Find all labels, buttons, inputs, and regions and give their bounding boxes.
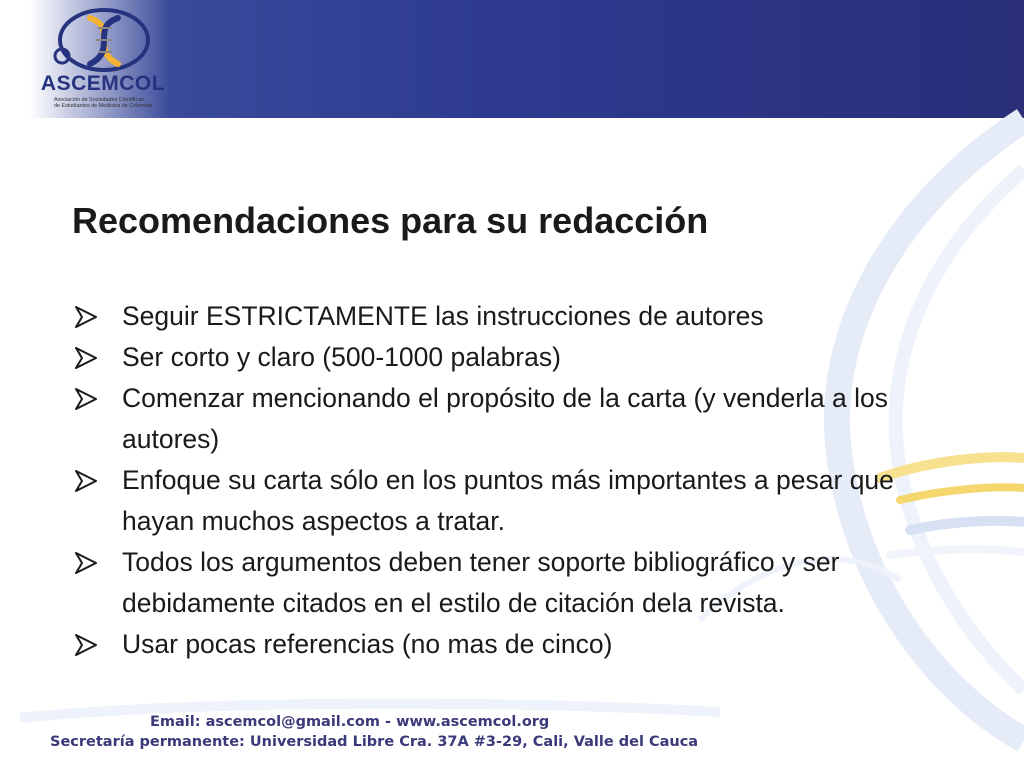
footer [0,708,1024,768]
logo-subtitle-line1: Asociación de Sociedades Científicas [54,97,144,103]
list-item [72,337,972,378]
arrow-bullet-icon [74,542,100,583]
bullet-list [72,296,972,665]
list-item [72,542,972,624]
bullet-text: Seguir ESTRICTAMENTE las instrucciones de autores [122,301,764,331]
list-item [72,624,972,665]
logo-subtitle-line2: de Estudiantes de Medicina de Colombia [54,103,152,110]
list-item [72,296,972,337]
bullet-text: Enfoque su carta sólo en los puntos más importantes a pesar que hayan muchos aspectos a tratar. [122,465,894,536]
arrow-bullet-icon [74,460,100,501]
bullet-text: Todos los argumentos deben tener soporte bibliográfico y ser debidamente citados en el estilo de citación dela revista. [122,547,840,618]
slide-title: Recomendaciones para su redacción [72,200,709,241]
arrow-bullet-icon [74,337,100,378]
arrow-bullet-icon [74,296,100,337]
arrow-bullet-icon [74,378,100,419]
bullet-text: Ser corto y claro (500-1000 palabras) [122,342,561,372]
bullet-text: Comenzar mencionando el propósito de la carta (y venderla a los autores) [122,383,888,454]
footer-contact: Email: ascemcol@gmail.com - www.ascemcol.org [150,714,550,730]
header-banner [0,0,1024,118]
dna-logo-icon [40,6,170,76]
logo-subtitle [54,97,164,110]
arrow-bullet-icon [74,624,100,665]
list-item [72,460,972,542]
list-item [72,378,972,460]
ascemcol-logo [40,6,170,114]
logo-name: ASCEMCOL [40,72,166,95]
bullet-text: Usar pocas referencias (no mas de cinco) [122,629,613,659]
footer-address: Secretaría permanente: Universidad Libre Cra. 37A #3-29, Cali, Valle del Cauca [50,734,699,750]
